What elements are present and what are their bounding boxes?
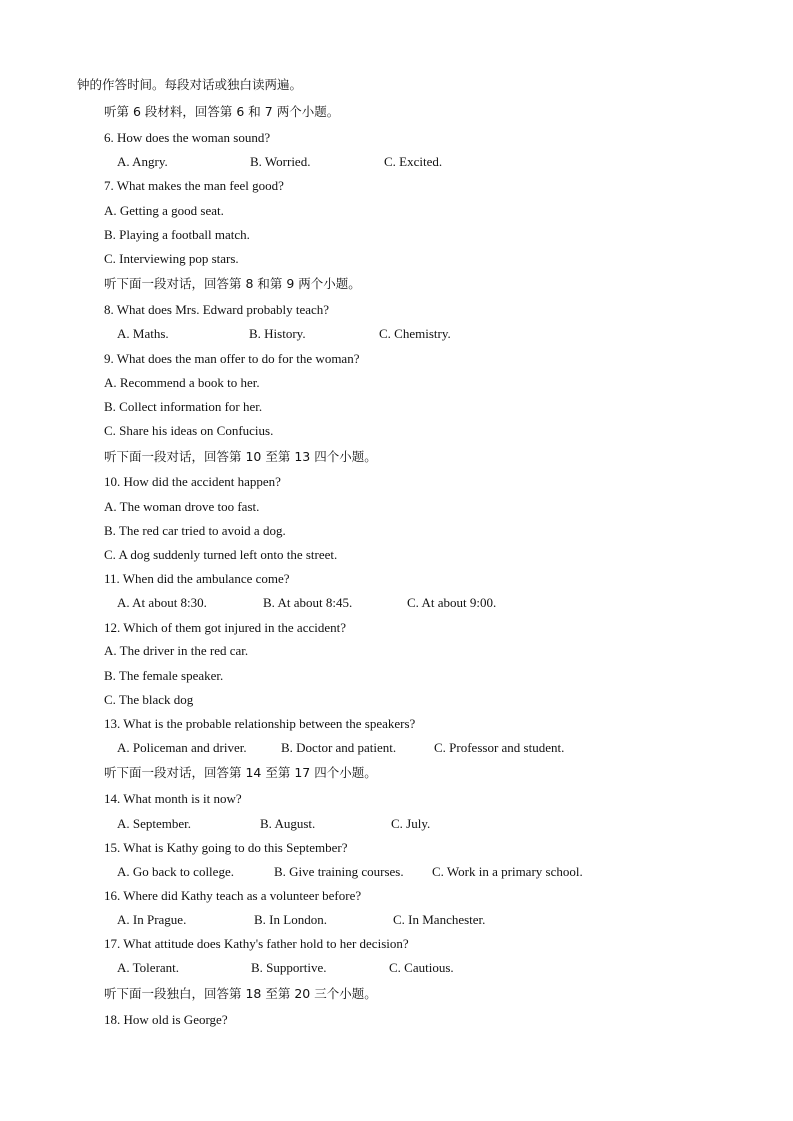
question-text: 15. What is Kathy going to do this September? — [104, 840, 348, 855]
answer-option: A. Policeman and driver. — [117, 740, 247, 755]
answer-option: C. Professor and student. — [434, 740, 565, 755]
answer-option: A. September. — [117, 816, 192, 831]
question-text: 10. How did the accident happen? — [104, 474, 281, 489]
answer-option: A. At about 8:30. — [117, 595, 207, 610]
answer-option: C. The black dog — [104, 692, 194, 707]
answer-option: B. Doctor and patient. — [281, 740, 397, 755]
answer-option: C. Share his ideas on Confucius. — [104, 423, 274, 438]
answer-option: B. Playing a football match. — [104, 227, 250, 242]
answer-option: A. Tolerant. — [117, 960, 180, 975]
section-instruction: 听下面一段对话，回答第 8 和第 9 两个小题。 — [104, 276, 361, 291]
question-text: 16. Where did Kathy teach as a volunteer before? — [104, 888, 362, 903]
question-text: 12. Which of them got injured in the accident? — [104, 620, 346, 635]
answer-option: B. August. — [260, 816, 316, 831]
section-instruction: 听第 6 段材料，回答第 6 和 7 两个小题。 — [104, 104, 340, 119]
answer-option: C. At about 9:00. — [407, 595, 497, 610]
answer-option: A. Maths. — [117, 326, 169, 341]
answer-option: B. The female speaker. — [104, 668, 224, 683]
answer-option: B. Supportive. — [251, 960, 327, 975]
answer-option: B. The red car tried to avoid a dog. — [104, 523, 286, 538]
question-text: 9. What does the man offer to do for the woman? — [104, 351, 360, 366]
answer-option: C. Work in a primary school. — [432, 864, 583, 879]
answer-option: A. Go back to college. — [117, 864, 234, 879]
answer-option: C. July. — [391, 816, 431, 831]
answer-option: C. Cautious. — [389, 960, 454, 975]
answer-option: C. In Manchester. — [393, 912, 486, 927]
question-text: 6. How does the woman sound? — [104, 130, 271, 145]
answer-option: B. In London. — [254, 912, 327, 927]
answer-option: C. Chemistry. — [379, 326, 451, 341]
question-text: 8. What does Mrs. Edward probably teach? — [104, 302, 330, 317]
question-text: 17. What attitude does Kathy's father hold to her decision? — [104, 936, 409, 951]
answer-option: B. Worried. — [250, 154, 311, 169]
answer-option: A. The driver in the red car. — [104, 643, 249, 658]
question-text: 18. How old is George? — [104, 1012, 228, 1027]
answer-option: C. A dog suddenly turned left onto the street. — [104, 547, 338, 562]
answer-option: A. Getting a good seat. — [104, 203, 224, 218]
answer-option: A. The woman drove too fast. — [104, 499, 260, 514]
answer-option: B. At about 8:45. — [263, 595, 353, 610]
question-text: 13. What is the probable relationship between the speakers? — [104, 716, 416, 731]
answer-option: B. Give training courses. — [274, 864, 404, 879]
answer-option: A. In Prague. — [117, 912, 187, 927]
section-instruction: 钟的作答时间。每段对话或独白读两遍。 — [77, 77, 303, 92]
question-text: 11. When did the ambulance come? — [104, 571, 290, 586]
section-instruction: 听下面一段对话，回答第 10 至第 13 四个小题。 — [104, 449, 377, 464]
answer-option: C. Interviewing pop stars. — [104, 251, 239, 266]
question-text: 7. What makes the man feel good? — [104, 178, 284, 193]
answer-option: B. History. — [249, 326, 306, 341]
section-instruction: 听下面一段对话，回答第 14 至第 17 四个小题。 — [104, 765, 377, 780]
answer-option: C. Excited. — [384, 154, 443, 169]
answer-option: B. Collect information for her. — [104, 399, 263, 414]
answer-option: A. Recommend a book to her. — [104, 375, 260, 390]
question-text: 14. What month is it now? — [104, 791, 242, 806]
answer-option: A. Angry. — [117, 154, 168, 169]
section-instruction: 听下面一段独白，回答第 18 至第 20 三个小题。 — [104, 986, 377, 1001]
